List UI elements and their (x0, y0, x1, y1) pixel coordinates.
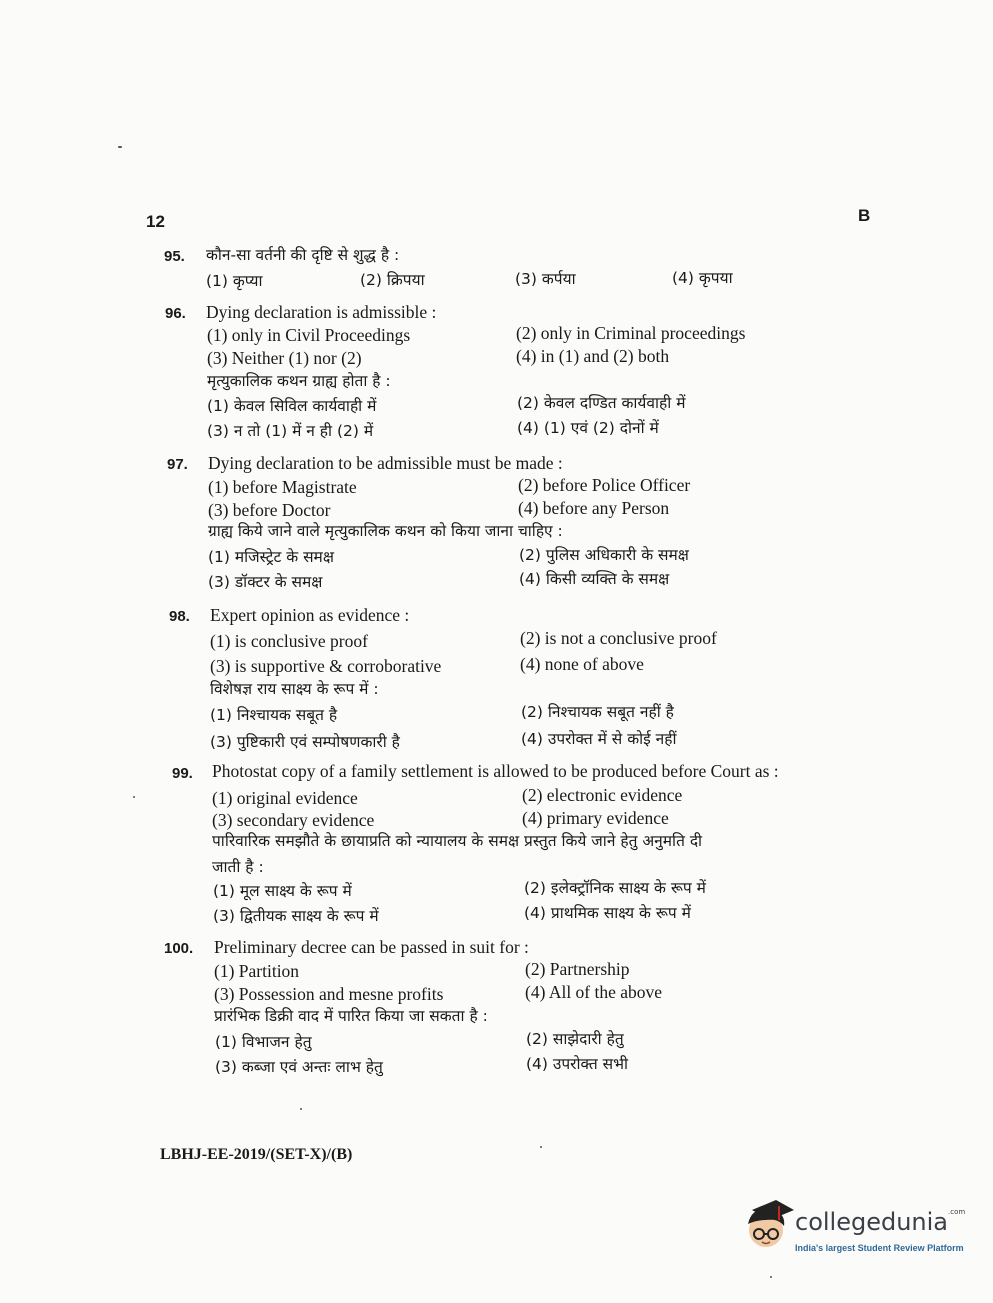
option-4-english: (4) before any Person (518, 498, 670, 518)
option-1-hindi: (1) मजिस्ट्रेट के समक्ष (208, 548, 334, 566)
question-text-english: Dying declaration is admissible : (206, 302, 437, 322)
option-1: (1) कृप्या (206, 272, 263, 290)
question-text-english: Preliminary decree can be passed in suit for : (214, 937, 529, 957)
option-3-hindi: (3) कब्जा एवं अन्तः लाभ हेतु (215, 1058, 383, 1076)
option-4-english: (4) in (1) and (2) both (516, 346, 670, 366)
question-text-hindi: ग्राह्य किये जाने वाले मृत्युकालिक कथन को किया जाना चाहिए : (208, 522, 563, 540)
option-2-english: (2) before Police Officer (518, 475, 691, 495)
brand-name: collegedunia (795, 1208, 949, 1236)
option-1-english: (1) only in Civil Proceedings (207, 325, 411, 345)
brand-suffix: .com (948, 1208, 966, 1216)
option-3-hindi: (3) डॉक्टर के समक्ष (208, 573, 323, 591)
option-1-english: (1) original evidence (212, 788, 358, 808)
scan-speck (300, 1108, 302, 1110)
question-text-hindi: कौन-सा वर्तनी की दृष्टि से शुद्ध है : (206, 246, 400, 264)
option-1-english: (1) before Magistrate (208, 477, 357, 497)
option-4-hindi: (4) प्राथमिक साक्ष्य के रूप में (524, 904, 691, 922)
collegedunia-brand (795, 1208, 965, 1236)
question-number: 95. (164, 248, 185, 265)
paper-code: LBHJ-EE-2019/(SET-X)/(B) (160, 1146, 353, 1163)
question-text-hindi-continued: जाती है : (212, 858, 264, 876)
option-3-hindi: (3) द्वितीयक साक्ष्य के रूप में (213, 907, 379, 925)
option-4-hindi: (4) उपरोक्त सभी (526, 1055, 628, 1073)
option-1-hindi: (1) केवल सिविल कार्यवाही में (207, 397, 377, 415)
option-3-hindi: (3) पुष्टिकारी एवं सम्पोषणकारी है (210, 733, 400, 751)
set-letter: B (858, 206, 871, 225)
option-3-english: (3) Neither (1) nor (2) (207, 348, 362, 368)
option-3-english: (3) Possession and mesne profits (214, 984, 444, 1004)
option-1-hindi: (1) विभाजन हेतु (215, 1033, 312, 1051)
question-number: 96. (165, 305, 186, 322)
option-4: (4) कृपया (672, 269, 733, 287)
question-text-hindi: विशेषज्ञ राय साक्ष्य के रूप में : (210, 680, 379, 698)
scan-speck (118, 146, 122, 148)
question-number: 97. (167, 456, 188, 473)
option-2: (2) क्रिपया (360, 271, 425, 289)
option-2-hindi: (2) केवल दण्डित कार्यवाही में (517, 394, 686, 412)
option-4-hindi: (4) किसी व्यक्ति के समक्ष (519, 570, 670, 588)
collegedunia-tagline: India's largest Student Review Platform (795, 1243, 964, 1253)
option-4-english: (4) All of the above (525, 982, 663, 1002)
question-number: 99. (172, 765, 193, 782)
option-2-english: (2) is not a conclusive proof (520, 628, 717, 648)
option-4-english: (4) primary evidence (522, 808, 669, 828)
scan-speck (770, 1276, 772, 1278)
collegedunia-mascot-icon (738, 1196, 798, 1258)
option-3-english: (3) secondary evidence (212, 810, 375, 830)
option-3-hindi: (3) न तो (1) में न ही (2) में (207, 422, 374, 440)
scan-speck (133, 796, 135, 798)
question-text-english: Dying declaration to be admissible must be made : (208, 453, 563, 473)
option-2-english: (2) Partnership (525, 959, 630, 979)
question-number: 100. (164, 940, 194, 957)
option-2-hindi: (2) पुलिस अधिकारी के समक्ष (519, 546, 689, 564)
option-2-hindi: (2) साझेदारी हेतु (526, 1030, 624, 1048)
question-text-hindi: पारिवारिक समझौते के छायाप्रति को न्यायालय के समक्ष प्रस्तुत किये जाने हेतु अनुमति दी (212, 832, 703, 850)
option-1-english: (1) Partition (214, 961, 300, 981)
question-text-english: Expert opinion as evidence : (210, 605, 410, 625)
option-1-english: (1) is conclusive proof (210, 631, 368, 651)
option-3: (3) कर्पया (515, 270, 576, 288)
option-4-english: (4) none of above (520, 654, 644, 674)
option-1-hindi: (1) मूल साक्ष्य के रूप में (213, 882, 352, 900)
option-2-english: (2) only in Criminal proceedings (516, 323, 746, 343)
scan-speck (540, 1146, 542, 1148)
question-number: 98. (169, 608, 190, 625)
option-4-hindi: (4) (1) एवं (2) दोनों में (517, 419, 659, 437)
option-2-hindi: (2) निश्चायक सबूत नहीं है (521, 703, 674, 721)
option-4-hindi: (4) उपरोक्त में से कोई नहीं (521, 730, 677, 748)
page-number: 12 (146, 212, 165, 231)
option-2-english: (2) electronic evidence (522, 785, 683, 805)
question-text-hindi: प्रारंभिक डिक्री वाद में पारित किया जा सकता है : (214, 1007, 488, 1025)
option-3-english: (3) before Doctor (208, 500, 331, 520)
option-2-hindi: (2) इलेक्ट्रॉनिक साक्ष्य के रूप में (524, 879, 706, 897)
question-text-hindi: मृत्युकालिक कथन ग्राह्य होता है : (207, 372, 391, 390)
question-text-english: Photostat copy of a family settlement is allowed to be produced before Court as : (212, 761, 779, 781)
option-3-english: (3) is supportive & corroborative (210, 656, 442, 676)
option-1-hindi: (1) निश्चायक सबूत है (210, 706, 338, 724)
